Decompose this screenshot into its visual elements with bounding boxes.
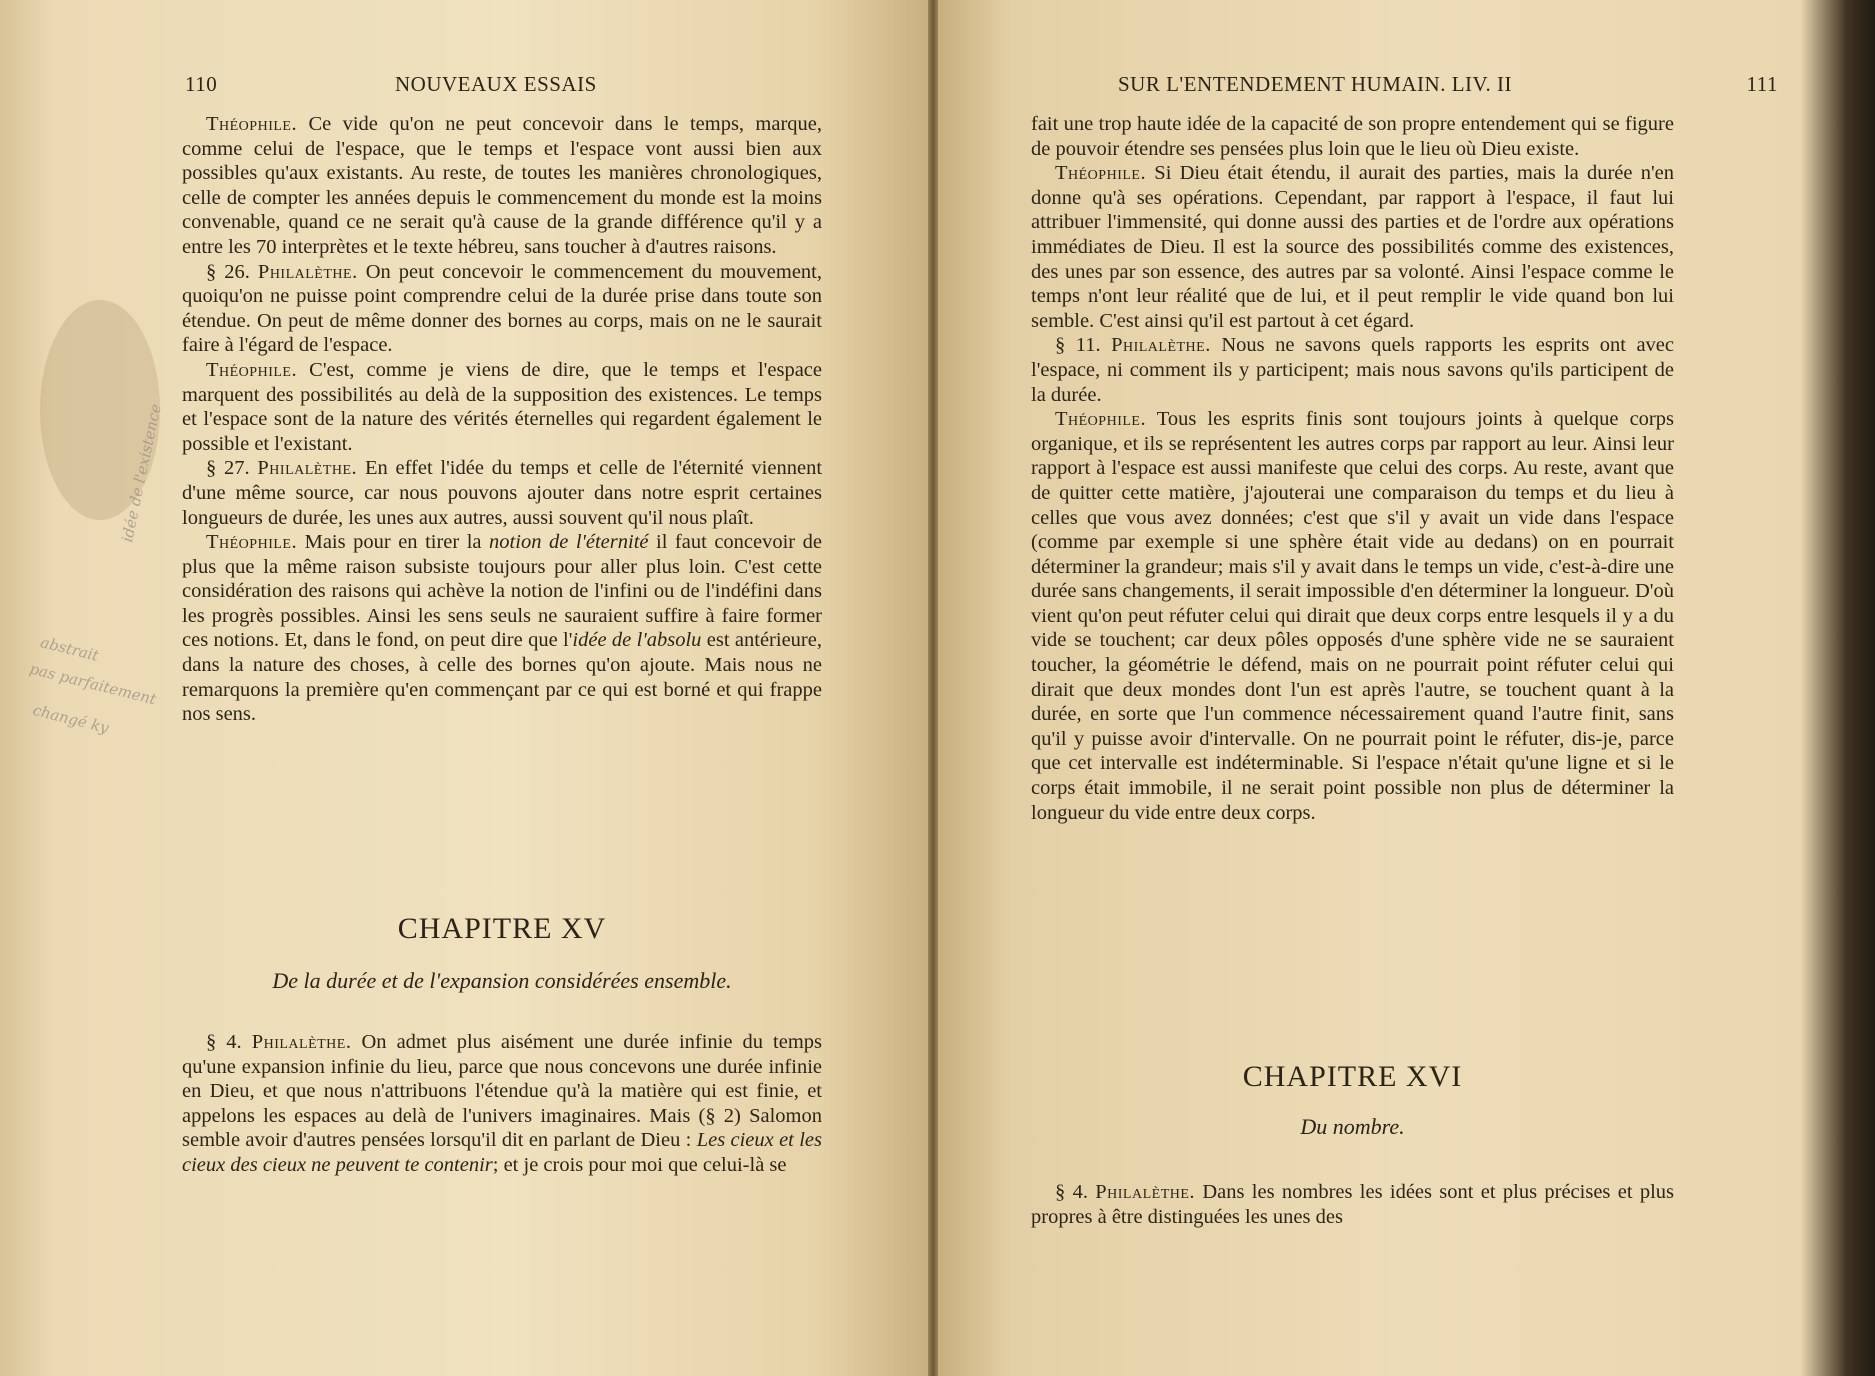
- paragraph: § 4. Philalèthe. On admet plus aisément une durée infinie du temps qu'une expansion infinie du lieu, parce que nous concevons une durée infinie en Dieu, et que nous n'attribuons l'étendue qu'à la matière qui est finie, et appelons les espaces au delà de l'univers imaginaires. Mais (§ 2) Salomon semble avoir d'autres pensées lorsqu'il dit en parlant de Dieu : Les cieux et les cieux des cieux ne peuvent te contenir; et je crois pour moi que celui-là se: [182, 1031, 823, 1176]
- pencil-annotation: abstrait: [38, 633, 101, 665]
- chapter-subtitle: Du nombre.: [1300, 1114, 1405, 1139]
- chapter-title: CHAPITRE XV: [397, 912, 607, 945]
- pencil-annotation: changé ky: [30, 700, 111, 738]
- paragraph: Théophile. Ce vide qu'on ne peut concevoir dans le temps, marque, comme celui de l'espace, que le temps et l'espace vont aussi bien aux possibles qu'aux existants. Au reste, de toutes les manières chronologiques, celle de compter les années depuis le commencement du monde est la moins convenable, quand ce ne serait qu'à cause de la grande différence qu'il y a entre les 70 interprètes et le texte hébreu, sans toucher à d'autres raisons.: [182, 113, 822, 258]
- chapter-title: CHAPITRE XVI: [1242, 1060, 1463, 1093]
- left-page: [0, 0, 928, 1376]
- right-running-head: [1118, 72, 1778, 97]
- speaker-label: Philalèthe.: [257, 457, 358, 480]
- paragraph: fait une trop haute idée de la capacité de son propre entendement qui se figure de pouvoir étendre ses pensées plus loin que le lieu où Dieu existe.: [1031, 113, 1674, 160]
- speaker-label: Théophile.: [1055, 162, 1147, 185]
- right-running-title: SUR L'ENTENDEMENT HUMAIN. LIV. II: [1118, 72, 1512, 96]
- chapter-subtitle: De la durée et de l'expansion considérées ensemble.: [272, 968, 732, 993]
- left-running-head: [185, 72, 835, 97]
- paragraph: § 4. Philalèthe. Dans les nombres les idées sont et plus précises et plus propres à être distinguées les unes des: [1031, 1181, 1674, 1228]
- speaker-label: Théophile.: [206, 358, 298, 381]
- left-text-top: [182, 112, 822, 727]
- speaker-label: Théophile.: [206, 531, 298, 554]
- right-page-number: 111: [1746, 72, 1778, 96]
- speaker-label: Théophile.: [1055, 408, 1147, 431]
- speaker-label: Philalèthe.: [1095, 1181, 1196, 1203]
- speaker-label: Philalèthe.: [1111, 334, 1211, 357]
- right-text-top: [1031, 112, 1674, 825]
- pencil-annotation: idée de l'existence: [118, 402, 165, 544]
- paragraph: § 11. Philalèthe. Nous ne savons quels rapports les esprits ont avec l'espace, ni comment ils y participent; mais nous savons qu'ils participent de la durée.: [1031, 334, 1674, 406]
- right-page: [938, 0, 1875, 1376]
- book-gutter: [928, 0, 938, 1376]
- pencil-annotation: pas parfaitement: [27, 659, 158, 709]
- speaker-label: Philalèthe.: [251, 1031, 352, 1053]
- paragraph: § 27. Philalèthe. En effet l'idée du temps et celle de l'éternité viennent d'une même source, car nous pouvons ajouter dans notre esprit certaines longueurs de durée, les unes aux autres, aussi souvent qu'il nous plaît.: [182, 457, 823, 529]
- left-running-title: NOUVEAUX ESSAIS: [395, 72, 597, 96]
- paragraph: Théophile. Tous les esprits finis sont toujours joints à quelque corps organique, et ils se représentent les autres corps par rapport au leur. Ainsi leur rapport à l'espace est aussi manifeste que celui des corps. Au reste, avant que de quitter cette matière, j'ajouterai une comparaison du temps et du lieu à celles que vous avez données; c'est que s'il y avait un vide dans l'espace (comme par exemple si une sphère était vide au dedans) on en pourrait déterminer la grandeur; mais s'il y avait dans le temps un vide, c'est-à-dire une durée sans changements, il serait impossible d'en déterminer la longueur. D'où vient qu'on peut réfuter celui qui dirait que deux corps entre lesquels il y a du vide se touchent; car deux pôles opposés d'une sphère vide ne se sauraient toucher, la géométrie le défend, mais on ne pourrait point réfuter celui qui dirait que deux mondes dont l'un est après l'autre, se touchent quant à la durée, en sorte que l'un commence nécessairement quand l'autre finit, sans qu'il y puisse avoir d'intervalle. On ne pourrait point le réfuter, dis-je, parce que cet intervalle est indéterminable. Si l'espace n'était qu'une ligne et si le corps était immobile, il ne serait point possible non plus de déterminer la longueur du vide entre deux corps.: [1031, 408, 1674, 824]
- paragraph: Théophile. Si Dieu était étendu, il aurait des parties, mais la durée n'en donne qu'à ses opérations. Cependant, par rapport à l'espace, il faut lui attribuer l'immensité, qui donne aussi des parties et de l'ordre aux opérations immédiates de Dieu. Il est la source des possibilités comme des existences, des unes par son essence, des autres par sa volonté. Ainsi l'espace comme le temps n'ont leur réalité que de lui, et il peut remplir le vide quand bon lui semble. C'est ainsi qu'il est partout à cet égard.: [1031, 162, 1674, 332]
- left-text-bottom: [182, 1030, 822, 1178]
- speaker-label: Philalèthe.: [257, 260, 358, 283]
- paragraph: Théophile. Mais pour en tirer la notion de l'éternité il faut concevoir de plus que la même raison subsiste toujours pour aller plus loin. C'est cette considération des raisons qui achève la notion de l'infini ou de l'indéfini dans les progrès possibles. Ainsi les sens seuls ne sauraient suffire à faire former ces notions. Et, dans le fond, on peut dire que l'idée de l'absolu est antérieure, dans la nature des choses, à celle des bornes qu'on ajoute. Mais nous ne remarquons la première qu'en commençant par ce qui est borné et qui frappe nos sens.: [182, 531, 822, 726]
- paragraph: § 26. Philalèthe. On peut concevoir le commencement du mouvement, quoiqu'on ne puisse point comprendre celui de la durée prise dans toute son étendue. On peut de même donner des bornes au corps, mais on ne le saurait faire à l'égard de l'espace.: [182, 260, 822, 357]
- right-text-bottom: [1031, 1180, 1674, 1229]
- paragraph: Théophile. C'est, comme je viens de dire, que le temps et l'espace marquent des possibilités au delà de la supposition des existences. Le temps et l'espace sont de la nature des vérités éternelles qui regardent également le possible et l'existant.: [182, 358, 822, 455]
- left-page-number: 110: [185, 72, 218, 96]
- speaker-label: Théophile.: [206, 113, 298, 135]
